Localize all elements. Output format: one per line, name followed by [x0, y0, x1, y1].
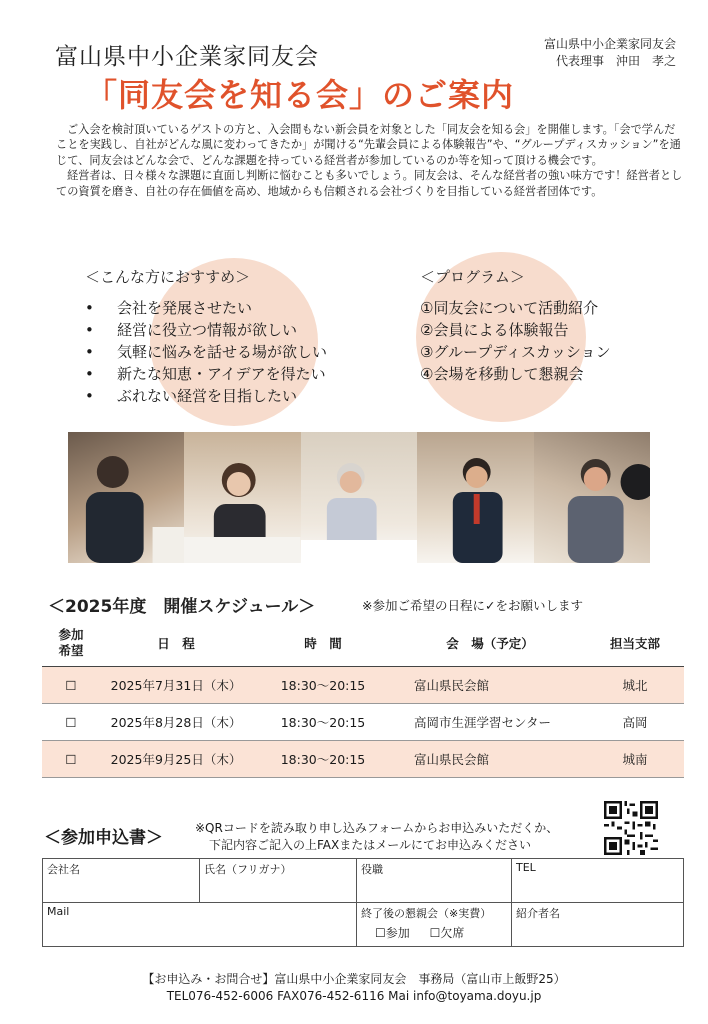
join-checkbox[interactable]: ☐: [42, 667, 100, 704]
bullet-icon: •: [85, 365, 94, 383]
table-row: ☐ 2025年9月25日（木） 18:30～20:15 富山県民会館 城南: [42, 741, 684, 778]
intro-paragraph-2: 経営者は、日々様々な課題に直面し判断に悩むことも多いでしょう。同友会は、そんな経営者の強い味方です！経営者としての資質を磨き、自社の存在価値を高め、地域からも信頼される会社づくりを目指している経営者団体です。: [56, 169, 683, 198]
list-item: ②会員による体験報告: [420, 321, 569, 339]
company-field[interactable]: 会社名: [43, 859, 200, 903]
list-item: • ぶれない経営を目指したい: [85, 387, 298, 405]
list-item: • 気軽に悩みを話せる場が欲しい: [85, 343, 328, 361]
photo-panel: [417, 432, 533, 563]
party-absent-checkbox[interactable]: ☐欠席: [429, 926, 465, 940]
list-item: ①同友会について活動紹介: [420, 299, 599, 317]
person-silhouette-icon: [68, 432, 184, 563]
person-silhouette-icon: [184, 432, 300, 563]
application-note: ※QRコードを読み取り申し込みフォームからお申込みいただくか、 下記内容ご記入の上FAXまたはメールにてお申込みください: [195, 821, 559, 852]
photo-panel: [184, 432, 300, 563]
person-silhouette-icon: [301, 432, 417, 563]
party-attend-checkbox[interactable]: ☐参加: [375, 926, 410, 940]
sender-block: [544, 36, 676, 70]
list-item: ③グループディスカッション: [420, 343, 611, 361]
column-branch: 担当支部: [586, 620, 684, 667]
page-title: 「同友会を知る会」のご案内: [85, 76, 515, 114]
footer-contact: 【お申込み・お問合せ】富山県中小企業家同友会 事務局（富山市上飯野25）: [142, 972, 566, 986]
mail-field[interactable]: Mail: [43, 903, 357, 947]
bullet-icon: •: [85, 299, 94, 317]
column-venue: 会 場（予定）: [394, 620, 586, 667]
column-date: 日 程: [100, 620, 252, 667]
list-item: • 会社を発展させたい: [85, 299, 253, 317]
recommend-list: [85, 297, 327, 407]
table-header-row: [42, 620, 684, 667]
sender-organization: 富山県中小企業家同友会: [543, 37, 676, 51]
photo-panel: [301, 432, 417, 563]
qr-code-icon[interactable]: [604, 801, 658, 855]
position-field[interactable]: 役職: [357, 859, 512, 903]
bullet-icon: •: [85, 343, 94, 361]
party-field: 終了後の懇親会（※実費） ☐参加 ☐欠席: [357, 903, 512, 947]
organization-title: 富山県中小企業家同友会: [55, 44, 319, 70]
intro-text: [56, 122, 686, 199]
sender-representative: 代表理事 沖田 孝之: [555, 54, 676, 68]
list-item: ④会場を移動して懇親会: [420, 365, 584, 383]
photo-panel: [534, 432, 650, 563]
join-checkbox[interactable]: ☐: [42, 704, 100, 741]
referrer-field[interactable]: 紹介者名: [512, 903, 684, 947]
table-row: ☐ 2025年7月31日（木） 18:30～20:15 富山県民会館 城北: [42, 667, 684, 704]
schedule-title: ＜2025年度 開催スケジュール＞: [48, 597, 316, 617]
application-form: [42, 858, 684, 947]
footer-tel-fax-mail: TEL076-452-6006 FAX076-452-6116 Mai info@toyama.doyu.jp: [166, 989, 542, 1003]
bullet-icon: •: [85, 321, 94, 339]
person-silhouette-icon: [534, 432, 650, 563]
bullet-icon: •: [85, 387, 94, 405]
schedule-table: [42, 620, 684, 778]
table-row: ☐ 2025年8月28日（木） 18:30～20:15 高岡市生涯学習センター 高岡: [42, 704, 684, 741]
schedule-note: ※参加ご希望の日程に✓をお願いします: [362, 598, 583, 613]
column-join: 参加 希望: [42, 620, 100, 667]
name-field[interactable]: 氏名（フリガナ）: [200, 859, 357, 903]
program-heading: ＜プログラム＞: [420, 268, 525, 286]
column-time: 時 間: [252, 620, 394, 667]
join-checkbox[interactable]: ☐: [42, 741, 100, 778]
program-list: [420, 297, 611, 385]
application-title: ＜参加申込書＞: [44, 828, 163, 848]
photo-panel: [68, 432, 184, 563]
person-silhouette-icon: [417, 432, 533, 563]
recommend-heading: ＜こんな方におすすめ＞: [85, 268, 251, 286]
list-item: • 新たな知恵・アイデアを得たい: [85, 365, 326, 383]
intro-paragraph-1: ご入会を検討頂いているゲストの方と、入会間もない新会員を対象とした「同友会を知る会」を開催します。「会で学んだことを実践し、自社がどんな風に変わってきたか」が聞ける“先輩会員による体験報告”や、“グループディスカッション”を通じて、同友会はどんな会で、どんな課題を持っている経営者が参加しているのか等を知って頂ける機会です。: [56, 123, 681, 167]
event-photo: [68, 432, 650, 563]
tel-field[interactable]: TEL: [512, 859, 684, 903]
list-item: • 経営に役立つ情報が欲しい: [85, 321, 298, 339]
